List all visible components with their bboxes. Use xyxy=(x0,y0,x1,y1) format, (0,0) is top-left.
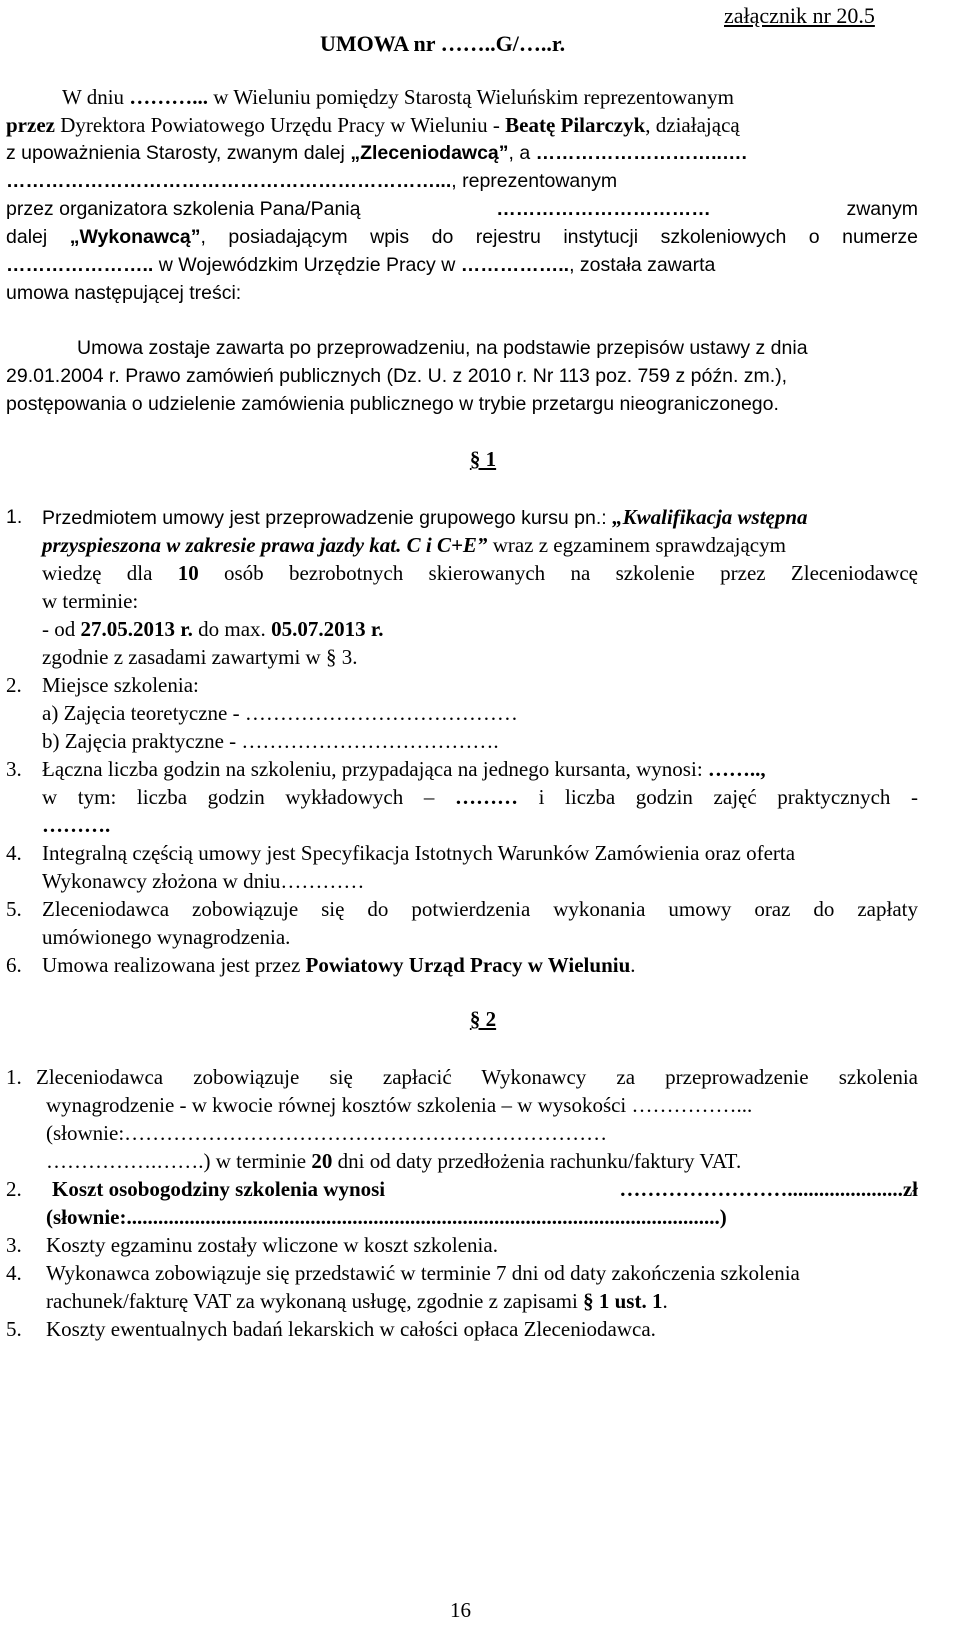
s2-item1-line-4: …………….…….) w terminie 20 dni od daty przedłożenia rachunku/faktury VAT. xyxy=(46,1149,742,1173)
s1-item2-sub-b: b) Zajęcia praktyczne - ………………………………. xyxy=(42,729,499,753)
list-item-number: 3. xyxy=(6,1233,22,1257)
s2-item1-line-1: Zleceniodawca zobowiązuje się zapłacić Wykonawcy za przeprowadzenie szkolenia xyxy=(36,1065,918,1089)
s1-item3-line-3: ………. xyxy=(42,813,111,837)
s1-item3-line-2: w tym: liczba godzin wykładowych – ……… i liczba godzin zajęć praktycznych - xyxy=(42,785,919,809)
preamble-line-3: postępowania o udzielenie zamówienia publicznego w trybie przetargu nieograniczonego. xyxy=(6,393,779,415)
s1-item1-line-6: zgodnie z zasadami zawartymi w § 3. xyxy=(42,645,358,669)
list-item-number: 4. xyxy=(6,1261,22,1285)
preamble-line-2: 29.01.2004 r. Prawo zamówień publicznych (Dz. U. z 2010 r. Nr 113 poz. 759 z późn. zm.), xyxy=(6,365,788,387)
list-item-number: 1. xyxy=(6,1065,22,1089)
intro-line-1: W dniu ………... w Wieluniu pomiędzy Starostą Wieluńskim reprezentowanym xyxy=(62,85,734,109)
list-item-number: 5. xyxy=(6,1317,22,1341)
contract-title: UMOWA nr ……..G/…..r. xyxy=(320,31,566,56)
s1-item4-line-1: Integralną częścią umowy jest Specyfikacja Istotnych Warunków Zamówienia oraz oferta xyxy=(42,841,796,865)
s2-item4-line-2: rachunek/fakturę VAT za wykonaną usługę, zgodnie z zapisami § 1 ust. 1. xyxy=(46,1289,668,1313)
intro-line-6: dalej „Wykonawcą”, posiadającym wpis do rejestru instytucji szkoleniowych o numerze xyxy=(6,226,918,248)
list-item-number: 1. xyxy=(6,506,23,528)
list-item-number: 2. xyxy=(6,673,22,697)
intro-line-8: umowa następującej treści: xyxy=(6,282,242,304)
s2-item2-line-2: (słownie:.................................................................................................................) xyxy=(46,1205,727,1229)
intro-line-4: …………………………………………………………..., reprezentowanym xyxy=(6,170,618,192)
preamble-line-1: Umowa zostaje zawarta po przeprowadzeniu, na podstawie przepisów ustawy z dnia xyxy=(77,337,808,359)
s2-item3-line-1: Koszty egzaminu zostały wliczone w koszt szkolenia. xyxy=(46,1233,498,1257)
section-1-heading: § 1 xyxy=(469,447,497,471)
s2-item5-line-1: Koszty ewentualnych badań lekarskich w całości opłaca Zleceniodawca. xyxy=(46,1317,656,1341)
section-2-heading: § 2 xyxy=(469,1007,497,1031)
list-item-number: 4. xyxy=(6,841,22,865)
s1-item6-line-1: Umowa realizowana jest przez Powiatowy Urząd Pracy w Wieluniu. xyxy=(42,953,636,977)
list-item-number: 3. xyxy=(6,757,22,781)
s1-item3-line-1: Łączna liczba godzin na szkoleniu, przypadająca na jednego kursanta, wynosi: …….., xyxy=(42,757,766,781)
s2-item1-line-3: (słownie:…………………………………………………………… xyxy=(46,1121,608,1145)
list-item-number: 2. xyxy=(6,1177,22,1201)
s1-item2-line-1: Miejsce szkolenia: xyxy=(42,673,199,697)
s1-item1-line-2: przyspieszona w zakresie prawa jazdy kat. C i C+E” wraz z egzaminem sprawdzającym xyxy=(42,533,786,557)
s2-item2-line-1: Koszt osobogodziny szkolenia wynosi ……………………......................zł xyxy=(52,1177,918,1201)
s1-item1-line-1: Przedmiotem umowy jest przeprowadzenie grupowego kursu pn.: „Kwalifikacja wstępna xyxy=(42,505,808,529)
s2-item1-line-2: wynagrodzenie - w kwocie równej kosztów szkolenia – w wysokości ……………... xyxy=(46,1093,753,1117)
s1-item5-line-2: umówionego wynagrodzenia. xyxy=(42,925,291,949)
s2-item4-line-1: Wykonawca zobowiązuje się przedstawić w terminie 7 dni od daty zakończenia szkolenia xyxy=(46,1261,800,1285)
intro-line-7: ………………….. w Wojewódzkim Urzędzie Pracy w …………….., została zawarta xyxy=(6,254,716,276)
s1-item5-line-1: Zleceniodawca zobowiązuje się do potwierdzenia wykonania umowy oraz do zapłaty xyxy=(42,897,918,921)
s1-item2-sub-a: a) Zajęcia teoretyczne - ………………………………… xyxy=(42,701,518,725)
page-number: 16 xyxy=(450,1598,471,1622)
s1-item1-line-4: w terminie: xyxy=(42,589,139,613)
intro-line-2: przez Dyrektora Powiatowego Urzędu Pracy w Wieluniu - Beatę Pilarczyk, działającą xyxy=(6,113,740,137)
attachment-label: załącznik nr 20.5 xyxy=(724,3,875,28)
intro-line-5: przez organizatora szkolenia Pana/Panią …………………………… zwanym xyxy=(6,198,918,220)
list-item-number: 6. xyxy=(6,953,22,977)
list-item-number: 5. xyxy=(6,897,22,921)
intro-line-3: z upoważnienia Starosty, zwanym dalej „Zleceniodawcą”, a ………………………..…. xyxy=(6,142,747,164)
s1-item1-line-5: - od 27.05.2013 r. do max. 05.07.2013 r. xyxy=(42,617,384,641)
s1-item4-line-2: Wykonawcy złożona w dniu………… xyxy=(42,869,365,893)
s1-item1-line-3: wiedzę dla 10 osób bezrobotnych skierowanych na szkolenie przez Zleceniodawcę xyxy=(42,561,918,585)
